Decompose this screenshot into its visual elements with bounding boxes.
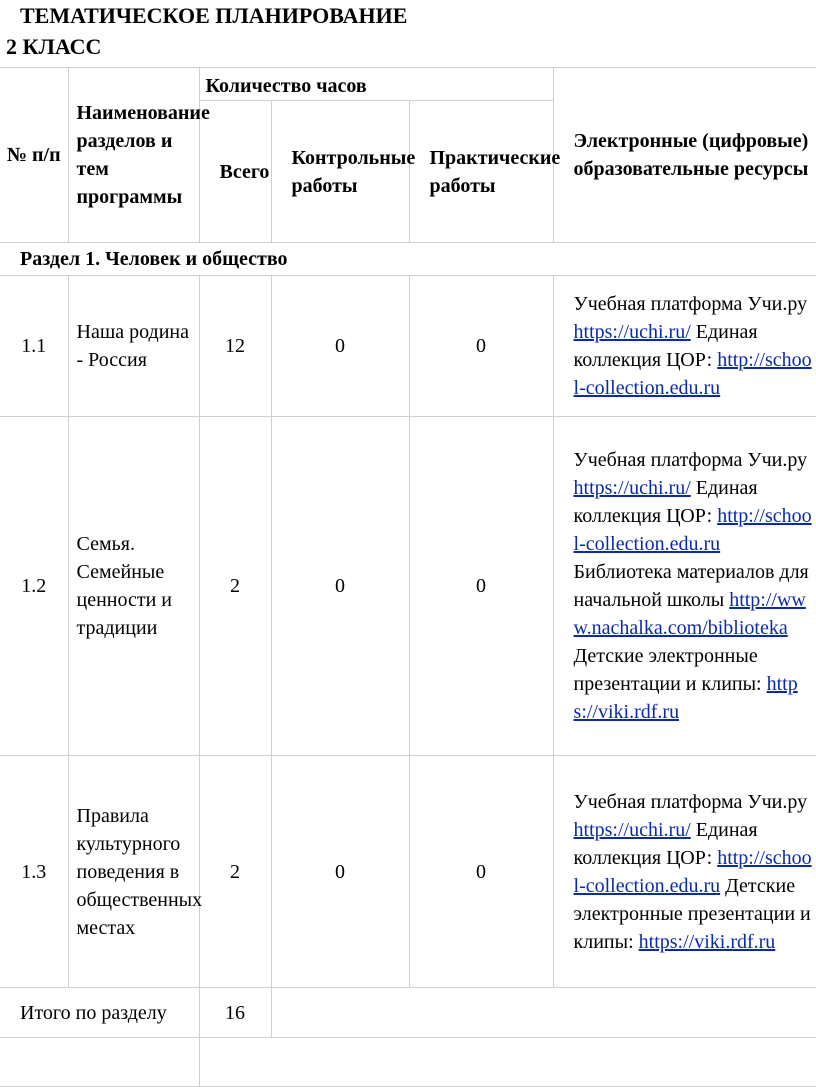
thematic-plan-table (0, 67, 816, 1087)
row-practical-works: 0 (409, 276, 553, 417)
resource-text: Учебная платформа Учи.ру (573, 790, 808, 813)
table-body (0, 276, 816, 988)
resource-text: Учебная платформа Учи.ру (573, 293, 808, 315)
resource-link[interactable]: https://viki.rdf.ru (638, 930, 776, 953)
header-hours: Количество часов (199, 68, 553, 101)
resource-link[interactable]: http://school-collection.edu.ru (573, 505, 812, 555)
header-num: № п/п (0, 68, 68, 243)
header-name: Наименование разделов и тем программы (68, 68, 199, 243)
header-total: Всего (199, 101, 271, 243)
header-practical: Практические работы (409, 101, 553, 243)
table-row (0, 756, 816, 988)
resource-link[interactable]: http://www.nachalka.com/biblioteka (573, 589, 806, 639)
header-resources: Электронные (цифровые) образовательные ресурсы (553, 68, 816, 243)
resource-link[interactable]: https://uchi.ru/ (573, 321, 691, 343)
resource-text: Единая коллекция ЦОР: (573, 321, 758, 371)
row-hours-total: 2 (199, 756, 271, 988)
row-topic-name: Правила культурного поведения в общественных местах (68, 756, 199, 988)
resource-link[interactable]: https://viki.rdf.ru (573, 673, 798, 723)
row-topic-name: Наша родина - Россия (68, 276, 199, 417)
section-title: Раздел 1. Человек и общество (0, 243, 816, 276)
row-practical-works: 0 (409, 417, 553, 756)
header-control: Контрольные работы (271, 101, 409, 243)
row-resources (553, 756, 816, 988)
footer-row (0, 988, 816, 1038)
section-total-hours: 16 (199, 988, 271, 1038)
row-hours-total: 12 (199, 276, 271, 417)
section-row (0, 243, 816, 276)
row-number: 1.2 (0, 417, 68, 756)
resource-text: Единая коллекция ЦОР: (573, 477, 758, 527)
section-total-label: Итого по разделу (0, 988, 199, 1038)
resource-link[interactable]: https://uchi.ru/ (573, 818, 691, 841)
table-row (0, 417, 816, 756)
table-row (0, 276, 816, 417)
row-resources (553, 417, 816, 756)
row-number: 1.3 (0, 756, 68, 988)
table-header-row (0, 68, 816, 101)
resource-text: Единая коллекция ЦОР: (573, 818, 758, 869)
resource-text: Детские электронные презентации и клипы: (573, 645, 767, 695)
blank-row (0, 1038, 816, 1087)
row-number: 1.1 (0, 276, 68, 417)
row-hours-total: 2 (199, 417, 271, 756)
resource-link[interactable]: https://uchi.ru/ (573, 477, 691, 499)
row-resources (553, 276, 816, 417)
resource-text: Детские электронные презентации и клипы: (573, 874, 811, 953)
resource-link[interactable]: http://school-collection.edu.ru (573, 349, 812, 399)
resource-text: Учебная платформа Учи.ру (573, 449, 808, 471)
document-title: ТЕМАТИЧЕСКОЕ ПЛАНИРОВАНИЕ (20, 3, 408, 28)
resource-link[interactable]: http://school-collection.edu.ru (573, 846, 812, 897)
document-subtitle: 2 КЛАСС (6, 34, 102, 59)
row-control-works: 0 (271, 276, 409, 417)
resource-text: Библиотека материалов для начальной школы (573, 561, 809, 611)
row-practical-works: 0 (409, 756, 553, 988)
row-control-works: 0 (271, 756, 409, 988)
section-total-empty (271, 988, 816, 1038)
row-control-works: 0 (271, 417, 409, 756)
row-topic-name: Семья. Семейные ценности и традиции (68, 417, 199, 756)
